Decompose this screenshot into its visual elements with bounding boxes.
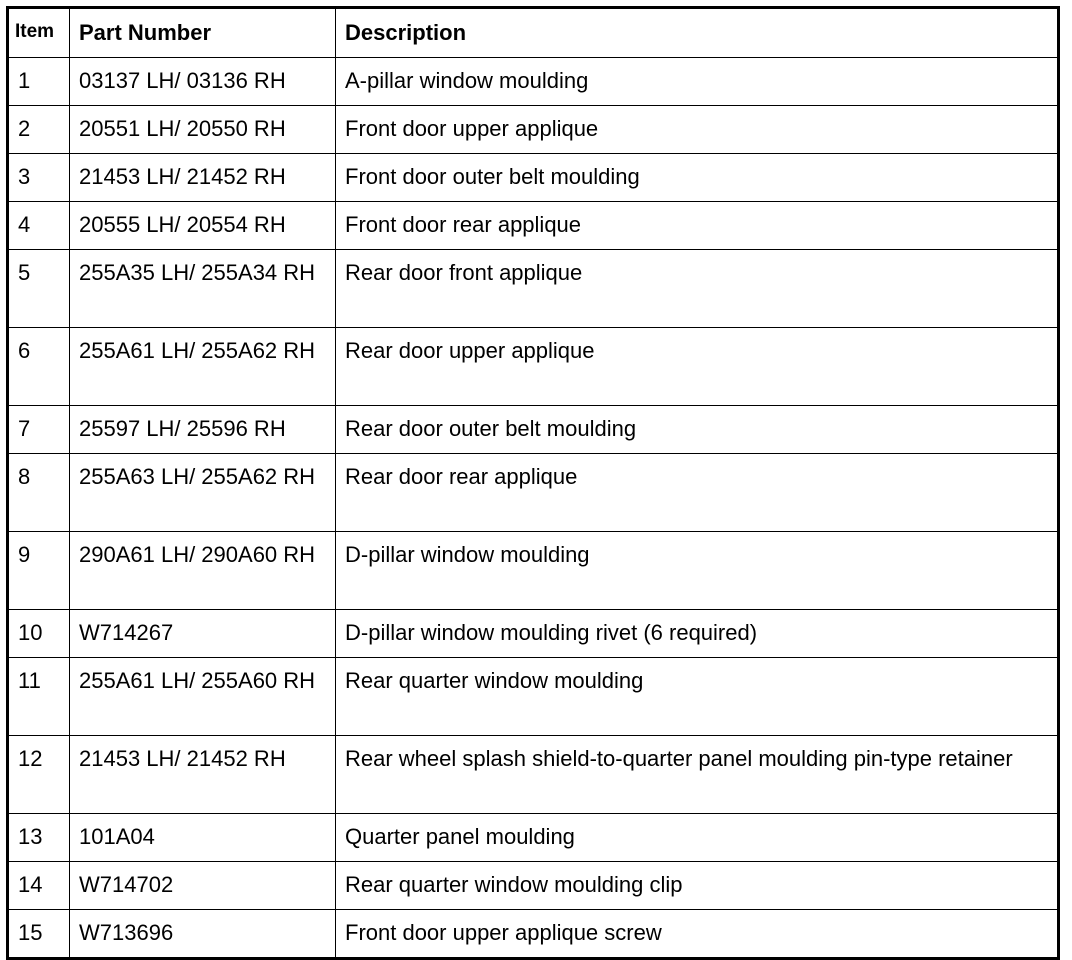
part-number-cell: 290A61 LH/ 290A60 RH: [70, 532, 336, 610]
description-cell: Rear door front applique: [336, 250, 1059, 328]
header-item: Item: [8, 8, 70, 58]
header-part-number: Part Number: [70, 8, 336, 58]
description-cell: Front door upper applique: [336, 106, 1059, 154]
item-cell: 13: [8, 814, 70, 862]
item-cell: 12: [8, 736, 70, 814]
item-cell: 5: [8, 250, 70, 328]
table-row: [8, 250, 1059, 328]
item-cell: 4: [8, 202, 70, 250]
item-cell: 1: [8, 58, 70, 106]
description-cell: D-pillar window moulding: [336, 532, 1059, 610]
part-number-cell: 21453 LH/ 21452 RH: [70, 154, 336, 202]
item-cell: 15: [8, 910, 70, 959]
description-cell: Rear quarter window moulding: [336, 658, 1059, 736]
part-number-cell: 03137 LH/ 03136 RH: [70, 58, 336, 106]
table-row: [8, 202, 1059, 250]
description-cell: Front door rear applique: [336, 202, 1059, 250]
part-number-cell: W713696: [70, 910, 336, 959]
table-row: [8, 658, 1059, 736]
table-row: [8, 862, 1059, 910]
part-number-cell: 21453 LH/ 21452 RH: [70, 736, 336, 814]
description-cell: Rear door outer belt moulding: [336, 406, 1059, 454]
item-cell: 2: [8, 106, 70, 154]
table-row: [8, 814, 1059, 862]
item-cell: 3: [8, 154, 70, 202]
part-number-cell: 20551 LH/ 20550 RH: [70, 106, 336, 154]
part-number-cell: 20555 LH/ 20554 RH: [70, 202, 336, 250]
item-cell: 7: [8, 406, 70, 454]
header-row: [8, 8, 1059, 58]
item-cell: 10: [8, 610, 70, 658]
description-cell: Front door outer belt moulding: [336, 154, 1059, 202]
table-row: [8, 106, 1059, 154]
part-number-cell: W714702: [70, 862, 336, 910]
description-cell: Front door upper applique screw: [336, 910, 1059, 959]
item-cell: 8: [8, 454, 70, 532]
part-number-cell: 255A61 LH/ 255A62 RH: [70, 328, 336, 406]
item-cell: 14: [8, 862, 70, 910]
part-number-cell: 25597 LH/ 25596 RH: [70, 406, 336, 454]
table-row: [8, 154, 1059, 202]
table-row: [8, 58, 1059, 106]
description-cell: A-pillar window moulding: [336, 58, 1059, 106]
part-number-cell: 255A35 LH/ 255A34 RH: [70, 250, 336, 328]
parts-table: [6, 6, 1060, 960]
description-cell: Quarter panel moulding: [336, 814, 1059, 862]
part-number-cell: 255A63 LH/ 255A62 RH: [70, 454, 336, 532]
description-cell: Rear quarter window moulding clip: [336, 862, 1059, 910]
description-cell: Rear door upper applique: [336, 328, 1059, 406]
item-cell: 11: [8, 658, 70, 736]
description-cell: Rear door rear applique: [336, 454, 1059, 532]
part-number-cell: 101A04: [70, 814, 336, 862]
table-row: [8, 736, 1059, 814]
table-row: [8, 454, 1059, 532]
table-row: [8, 532, 1059, 610]
item-cell: 9: [8, 532, 70, 610]
table-row: [8, 406, 1059, 454]
part-number-cell: W714267: [70, 610, 336, 658]
item-cell: 6: [8, 328, 70, 406]
header-description: Description: [336, 8, 1059, 58]
part-number-cell: 255A61 LH/ 255A60 RH: [70, 658, 336, 736]
description-cell: Rear wheel splash shield-to-quarter panel moulding pin-type retainer: [336, 736, 1059, 814]
table-row: [8, 610, 1059, 658]
table-row: [8, 910, 1059, 959]
table-row: [8, 328, 1059, 406]
description-cell: D-pillar window moulding rivet (6 required): [336, 610, 1059, 658]
